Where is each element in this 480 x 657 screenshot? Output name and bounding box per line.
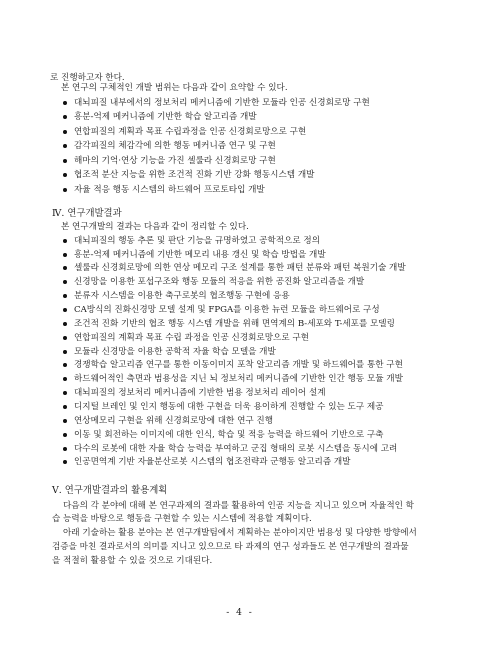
- list-item: 연합피질의 계획과 목표 수립 과정을 인공 신경회로망으로 구현: [50, 333, 445, 343]
- paragraph-line: 아래 기술하는 활용 분야는 본 연구개발팀에서 계획하는 분야이지만 범용성 및 다양한 방향에서: [63, 528, 417, 539]
- paragraph-line: 습 능력을 바탕으로 행동을 구현할 수 있는 시스템에 적용할 계획이다.: [52, 514, 312, 525]
- section-4-intro: 본 연구개발의 결과는 다음과 같이 정리할 수 있다.: [61, 222, 249, 233]
- list-item: 신경망을 이용한 포섭구조와 행동 모듈의 적응을 위한 공진화 알고리즘을 개발: [50, 277, 445, 287]
- paragraph-line: 검증을 마친 결과로서의 의미를 지니고 있으므로 타 과제의 연구 성과들도 본 연구개발의 결과물: [52, 541, 409, 552]
- list-item: 연상메모리 구현을 위해 신경회로망에 대한 연구 진행: [50, 416, 445, 426]
- list-item: 대뇌피질 내부에서의 정보처리 메커니즘에 기반한 모듈라 인공 신경회로망 구현: [50, 98, 445, 108]
- list-item: 흥분-억제 메커니즘에 기반한 학습 알고리즘 개발: [50, 112, 445, 122]
- list-item: 분류자 시스템을 이용한 축구로봇의 협조행동 구현에 응용: [50, 291, 445, 301]
- list-item: 셀룰라 신경회로망에 의한 연상 메모리 구조 설계를 통한 패턴 분류와 패턴 복원기술 개발: [50, 263, 445, 273]
- list-item: 인공면역계 기반 자율분산로봇 시스템의 협조전략과 군행동 알고리즘 개발: [50, 457, 445, 467]
- list-item: 연합피질의 계획과 목표 수립과정을 인공 신경회로망으로 구현: [50, 127, 445, 137]
- list-item: 해마의 기억·연상 기능을 가진 셀룰라 신경회로망 구현: [50, 156, 445, 166]
- page-number: - 4 -: [226, 608, 254, 618]
- section-5-paragraph-2: [50, 527, 445, 568]
- list-item: 하드웨어적인 측면과 범용성을 지닌 뇌 정보처리 메커니즘에 기반한 인간 행동 모듈 개발: [50, 374, 445, 384]
- list-item: 대뇌피질의 행동 추론 및 판단 기능을 규명하였고 공학적으로 정의: [50, 236, 445, 246]
- intro-line-1: 로 진행하고자 한다.: [50, 73, 125, 83]
- list-item: 자율 적응 행동 시스템의 하드웨어 프로토타입 개발: [50, 185, 445, 195]
- list-item: 디지털 브레인 및 인지 행동에 대한 구현을 더욱 용이하게 진행할 수 있는 도구 제공: [50, 402, 445, 412]
- list-item: 감각피질의 체감각에 의한 행동 메커니즘 연구 및 구현: [50, 141, 445, 151]
- list-item: 이동 및 회전하는 이미지에 대한 인식, 학습 및 적응 능력을 하드웨어 기반으로 구축: [50, 430, 445, 440]
- page-content: [50, 73, 445, 568]
- results-list: [50, 236, 445, 468]
- list-item: 모듈라 신경망을 이용한 공학적 자율 학습 모델을 개발: [50, 347, 445, 357]
- scope-list: [50, 98, 445, 195]
- list-item: 협조적 분산 지능을 위한 조건적 진화 기반 강화 행동시스템 개발: [50, 170, 445, 180]
- intro-line-2: 본 연구의 구체적인 개발 범위는 다음과 같이 요약할 수 있다.: [61, 83, 288, 94]
- list-item: 다수의 로봇에 대한 자율 학습 능력을 부여하고 군집 형태의 로봇 시스템을 동시에 고려: [50, 444, 445, 454]
- section-4-title: Ⅳ. 연구개발결과: [52, 208, 122, 220]
- list-item: 경쟁학습 알고리즘 연구를 통한 이동이미지 포착 알고리즘 개발 및 하드웨어를 통한 구현: [50, 360, 445, 370]
- list-item: CA방식의 진화신경망 모델 설계 및 FPGA를 이용한 뉴런 모듈을 하드웨어로 구성: [50, 305, 445, 315]
- section-5-title: Ⅴ. 연구개발결과의 활용계획: [52, 485, 168, 497]
- paragraph-line: 을 적절히 활용할 수 있을 것으로 기대된다.: [52, 555, 213, 566]
- list-item: 대뇌피질의 정보처리 메커니즘에 기반한 범용 정보처리 레이어 설계: [50, 388, 445, 398]
- section-5-paragraph-1: [50, 500, 445, 528]
- paragraph-line: 다음의 각 분야에 대해 본 연구과제의 결과를 활용하여 인공 지능을 지니고 있으며 자율적인 학: [63, 500, 414, 511]
- list-item: 흥분-억제 메커니즘에 기반한 메모리 내용 갱신 및 학습 방법을 개발: [50, 250, 445, 260]
- list-item: 조건적 진화 기반의 협조 행동 시스템 개발을 위해 면역계의 B-세포와 T-세포를 모델링: [50, 319, 445, 329]
